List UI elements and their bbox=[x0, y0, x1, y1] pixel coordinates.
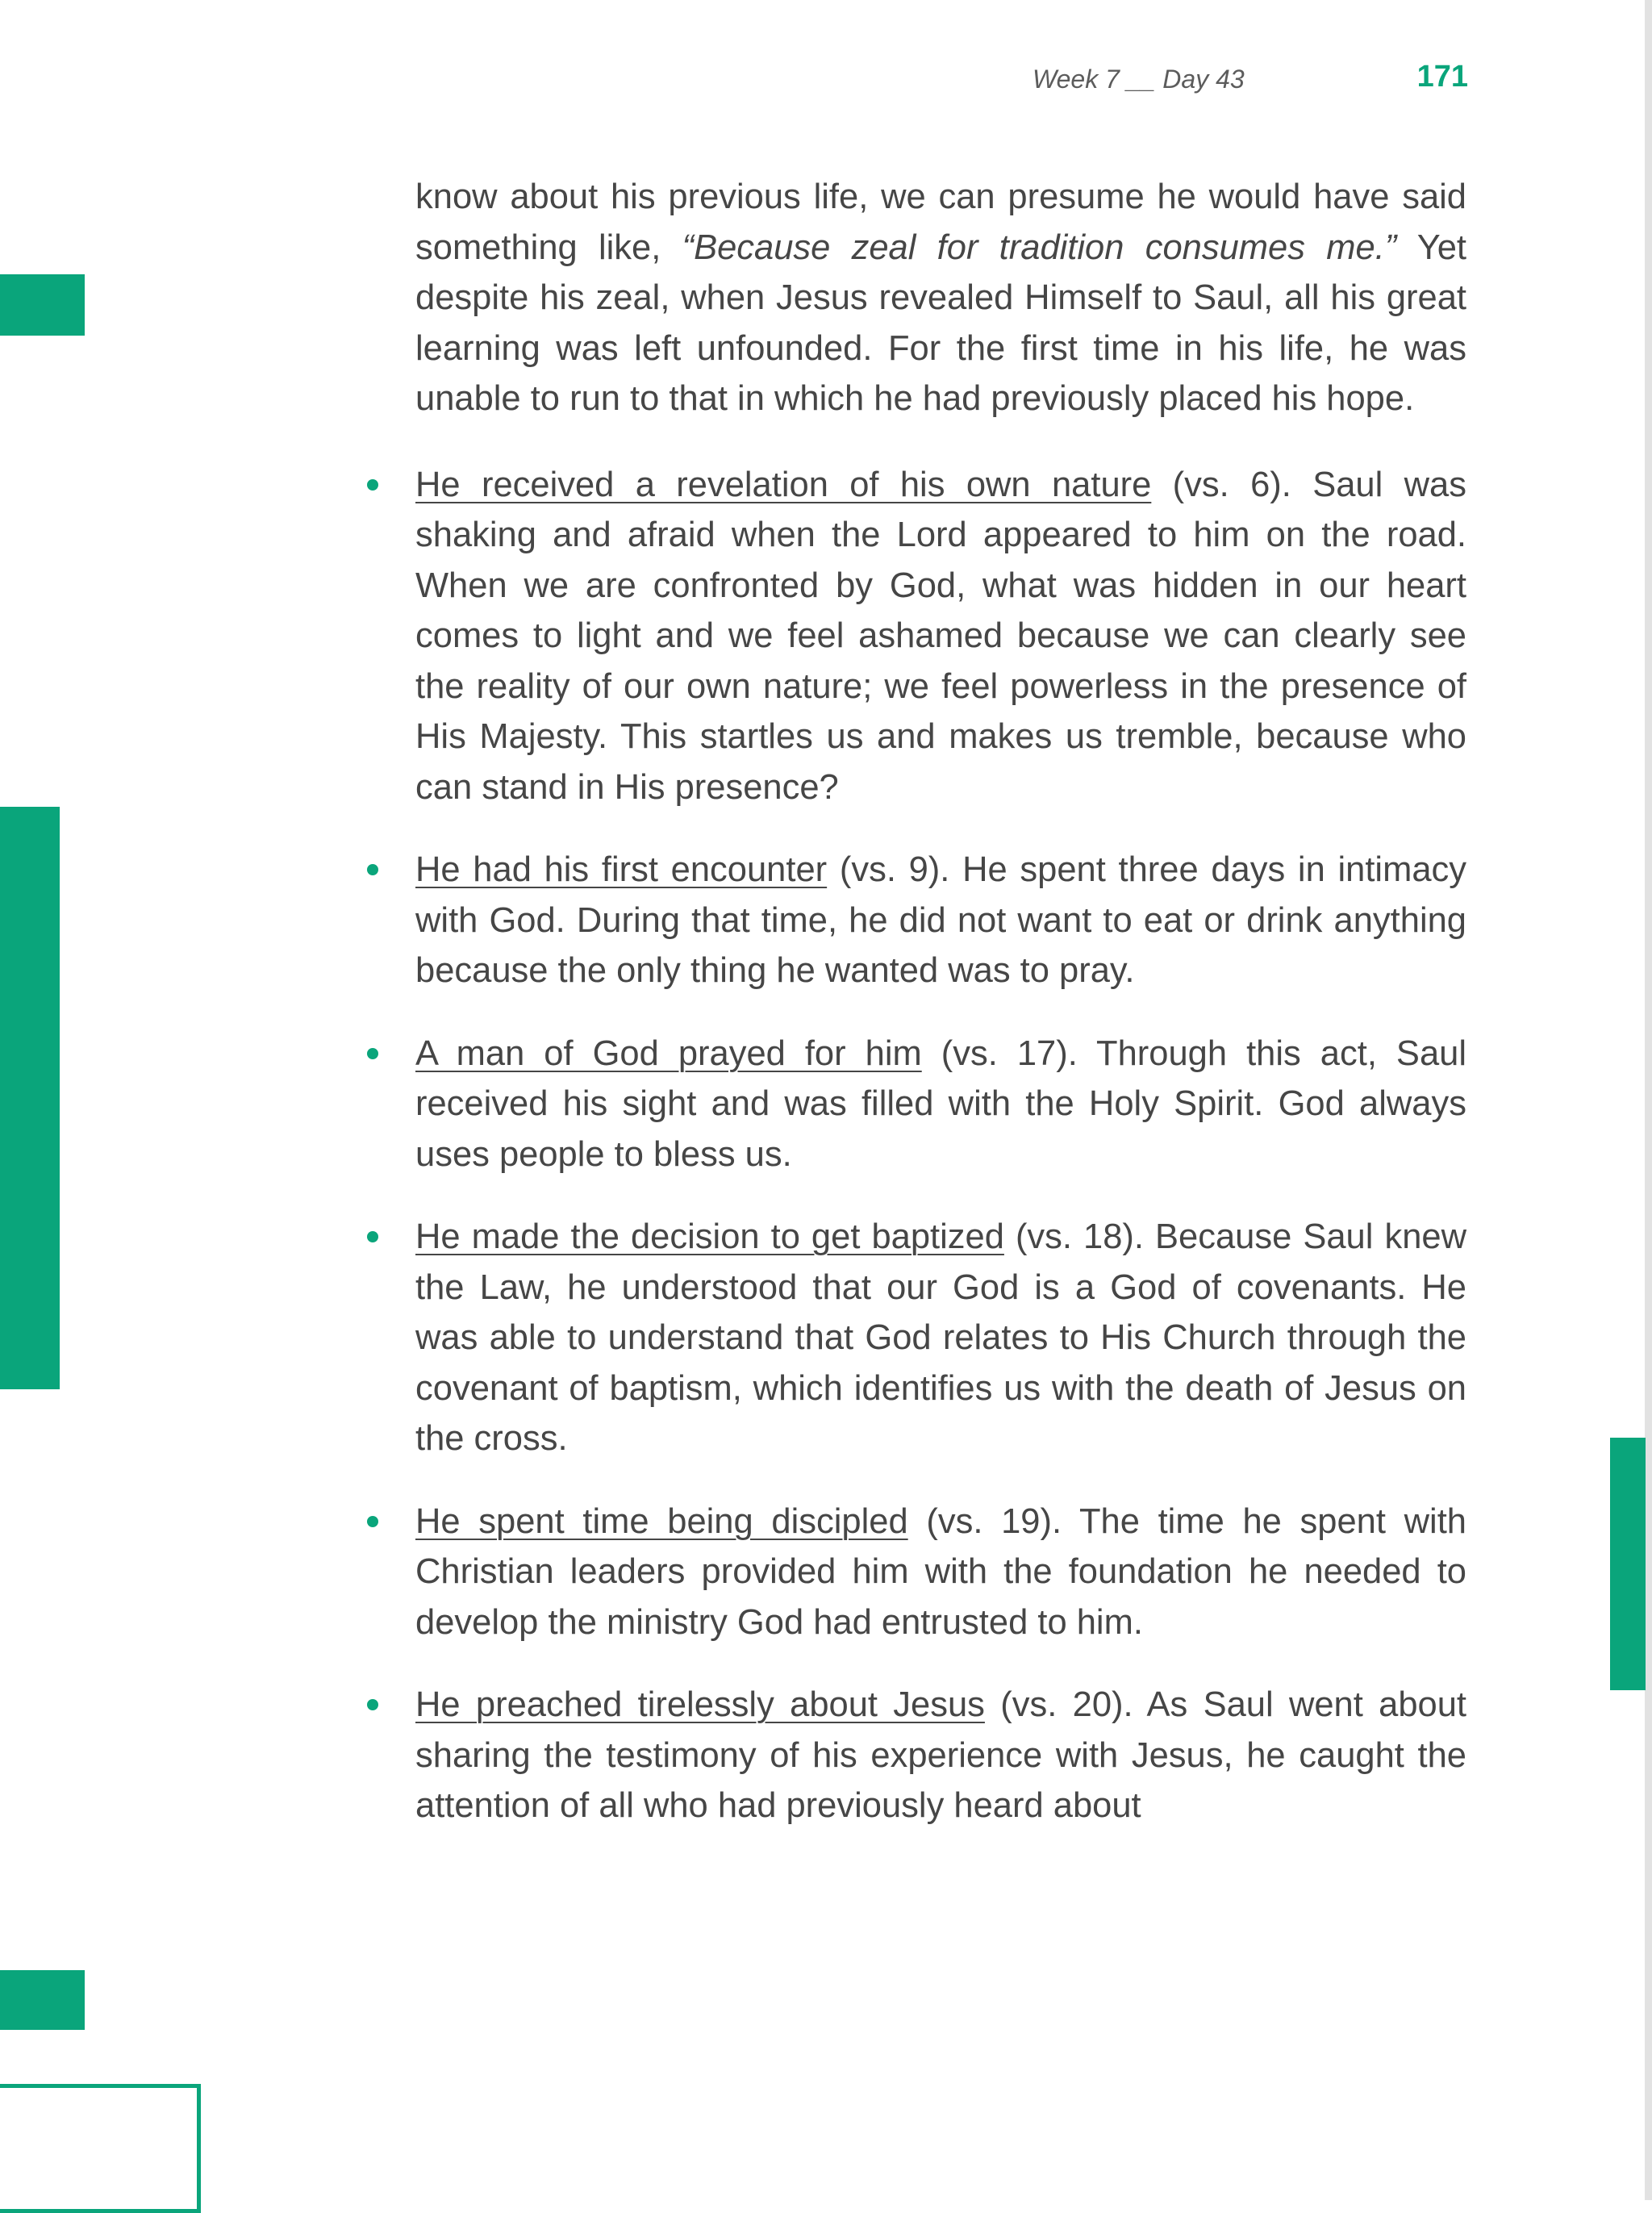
list-item bbox=[415, 1212, 1466, 1464]
page-number: 171 bbox=[1416, 60, 1468, 94]
bullet-icon bbox=[367, 479, 378, 491]
margin-tab-top bbox=[0, 274, 85, 336]
point-text: (vs. 18). Because Saul knew the Law, he understood that our God is a God of covenants. He was able to understand that God relates to His Church through the covenant of baptism, which identifies us with the death of Jesus on the cross. bbox=[415, 1217, 1466, 1458]
point-text: (vs. 20). As Saul went about sharing the testimony of his experience with Jesus, he caught the attention of all who had previously heard about bbox=[415, 1685, 1466, 1825]
intro-text-before: know about his previous life, we can presume he would have said something like, bbox=[415, 177, 1466, 267]
point-text: (vs. 19). The time he spent with Christian leaders provided him with the foundation he needed to develop the ministry God had entrusted to him. bbox=[415, 1501, 1466, 1642]
bullet-icon bbox=[367, 1516, 378, 1527]
margin-tab-right bbox=[1610, 1438, 1646, 1690]
point-text: (vs. 6). Saul was shaking and afraid when the Lord appeared to him on the road. When we are confronted by God, what was hidden in our heart comes to light and we feel ashamed because we can clearly see the reality of our own nature; we feel powerless in the presence of His Majesty. This startles us and makes us tremble, because who can stand in His presence? bbox=[415, 465, 1466, 807]
point-heading: He made the decision to get baptized bbox=[415, 1217, 1004, 1256]
list-item bbox=[415, 1029, 1466, 1180]
point-heading: He preached tirelessly about Jesus bbox=[415, 1685, 985, 1724]
bullet-icon bbox=[367, 864, 378, 875]
body-text bbox=[415, 172, 1466, 1831]
point-heading: He had his first encounter bbox=[415, 850, 828, 889]
page-edge bbox=[1645, 0, 1652, 2200]
intro-quote: “Because zeal for tradition consumes me.” bbox=[682, 228, 1397, 267]
point-heading: He received a revelation of his own nature bbox=[415, 465, 1152, 504]
corner-outline-box bbox=[0, 2084, 201, 2213]
list-item bbox=[415, 1497, 1466, 1648]
margin-tab-middle bbox=[0, 807, 60, 1389]
intro-text-after: Yet despite his zeal, when Jesus revealed Himself to Saul, all his great learning was left unfounded. For the first time in his life, he was unable to run to that in which he had previously placed his hope. bbox=[415, 228, 1466, 418]
list-item bbox=[415, 1680, 1466, 1831]
list-item bbox=[415, 460, 1466, 813]
list-item bbox=[415, 845, 1466, 996]
point-text: (vs. 9). He spent three days in intimacy with God. During that time, he did not want to eat or drink anything because the only thing he wanted was to pray. bbox=[415, 850, 1467, 990]
margin-tab-bottom bbox=[0, 1970, 85, 2030]
point-heading: A man of God prayed for him bbox=[415, 1033, 922, 1073]
point-text: (vs. 17). Through this act, Saul received his sight and was filled with the Holy Spirit. God always uses people to bless us. bbox=[415, 1033, 1466, 1174]
point-heading: He spent time being discipled bbox=[415, 1501, 908, 1541]
bullet-icon bbox=[367, 1048, 378, 1059]
intro-paragraph bbox=[415, 172, 1466, 424]
bullet-icon bbox=[367, 1699, 378, 1710]
running-header: Week 7 __ Day 43 bbox=[1032, 65, 1245, 94]
bullet-icon bbox=[367, 1231, 378, 1242]
